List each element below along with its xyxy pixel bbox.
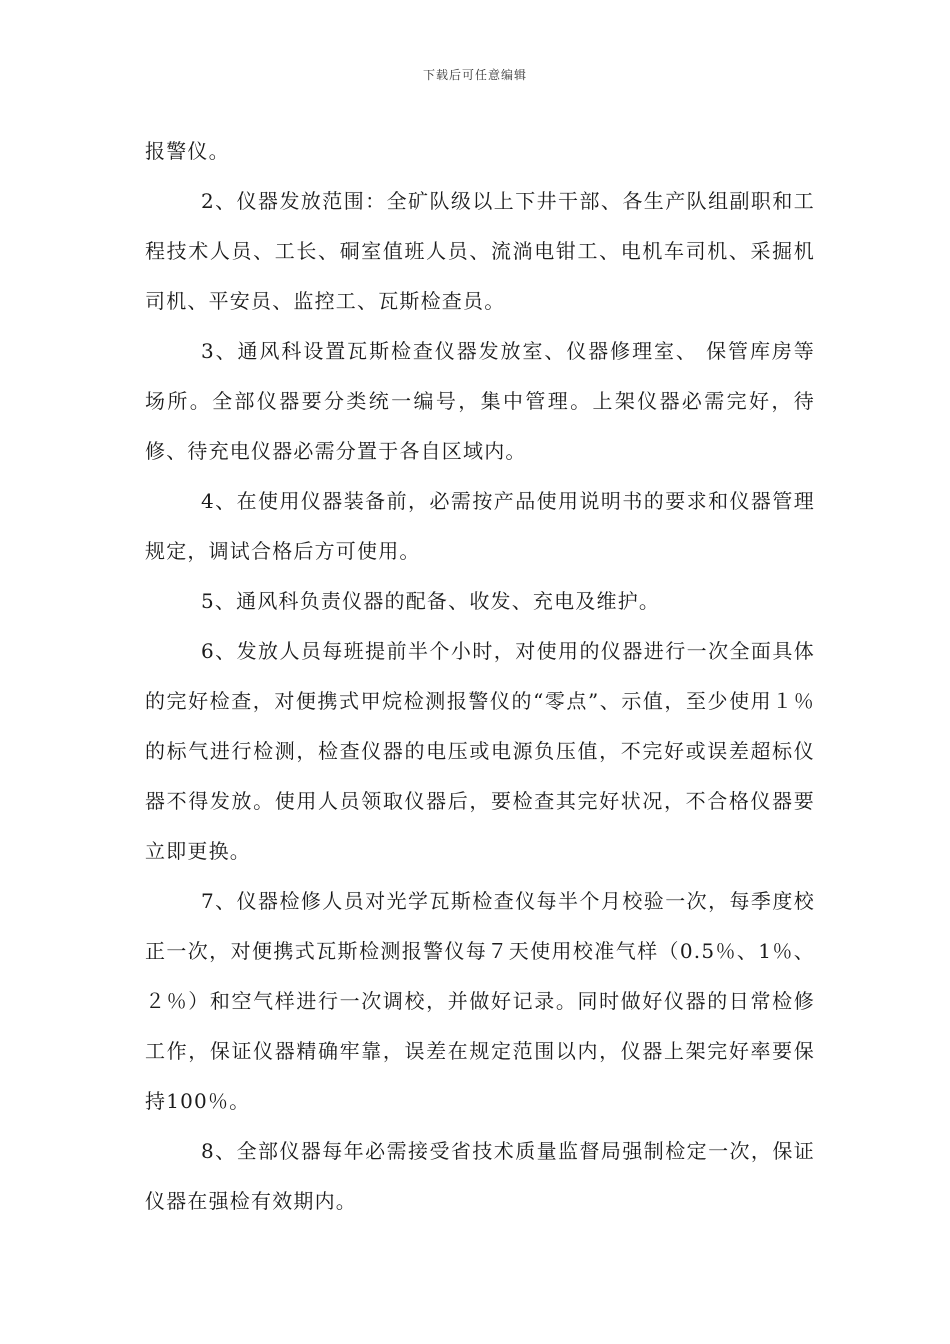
- page-header: 下载后可任意编辑: [422, 68, 527, 82]
- paragraph-item-2: 2、仪器发放范围：全矿队级以上下井干部、各生产队组副职和工程技术人员、工长、硐室值班人员、流淌电钳工、电机车司机、采掘机司机、平安员、监控工、瓦斯检查员。: [145, 189, 815, 313]
- paragraph-item-6: 6、发放人员每班提前半个小时，对使用的仪器进行一次全面具体的完好检查，对便携式甲烷检测报警仪的“零点”、示值，至少使用１％的标气进行检测，检查仪器的电压或电源负压值，不完好或误差超标仪器不得发放。使用人员领取仪器后，要检查其完好状况，不合格仪器要立即更换。: [145, 639, 815, 863]
- paragraph-item-5: 5、通风科负责仪器的配备、收发、充电及维护。: [201, 589, 661, 613]
- paragraph-item-4: 4、在使用仪器装备前，必需按产品使用说明书的要求和仪器管理规定，调试合格后方可使用。: [145, 489, 815, 563]
- paragraph-continuation: 报警仪。: [145, 139, 230, 163]
- paragraph-item-8: 8、全部仪器每年必需接受省技术质量监督局强制检定一次，保证仪器在强检有效期内。: [145, 1139, 815, 1213]
- paragraph-item-7: 7、仪器检修人员对光学瓦斯检查仪每半个月校验一次，每季度校正一次，对便携式瓦斯检测报警仪每７天使用校准气样（0.5％、1％、２％）和空气样进行一次调校，并做好记录。同时做好仪器的日常检修工作，保证仪器精确牢靠，误差在规定范围以内，仪器上架完好率要保持100％。: [145, 889, 815, 1113]
- document-body: [145, 126, 815, 1226]
- paragraph-item-3: 3、通风科设置瓦斯检查仪器发放室、仪器修理室、 保管库房等场所。全部仪器要分类统一编号，集中管理。上架仪器必需完好，待修、待充电仪器必需分置于各自区域内。: [145, 339, 815, 463]
